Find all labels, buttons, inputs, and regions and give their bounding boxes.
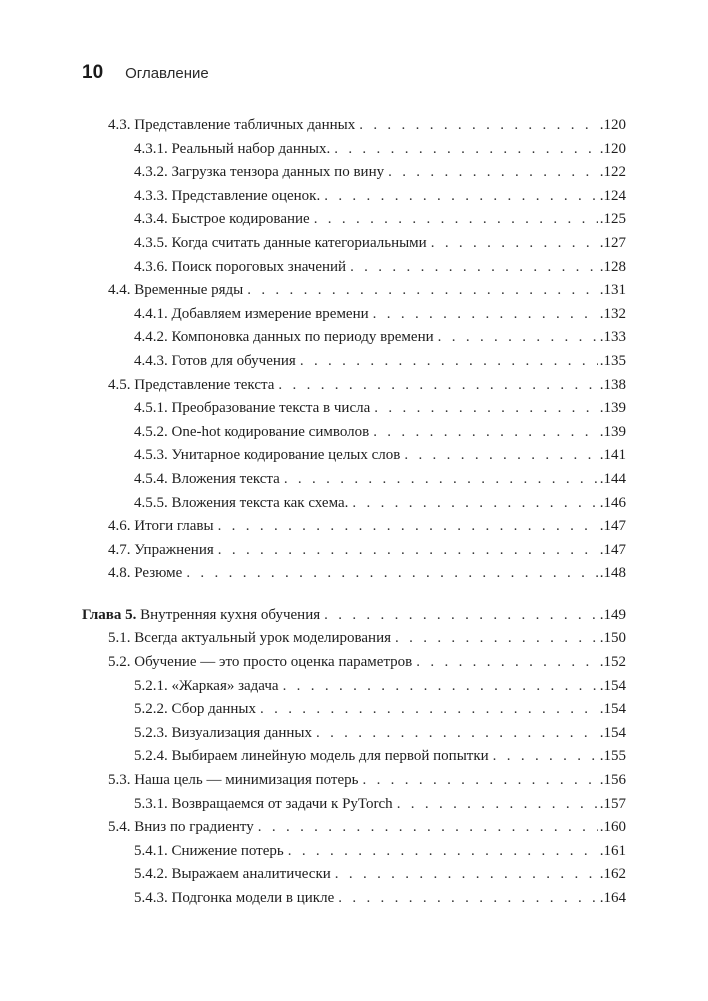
- dot-leader: [260, 698, 598, 722]
- toc-entry[interactable]: [82, 256, 626, 280]
- toc-entry-title: [108, 114, 355, 138]
- chapter-title: Внутренняя кухня обучения: [140, 606, 321, 623]
- toc-page-number: .132: [599, 305, 626, 322]
- toc-entry[interactable]: [82, 793, 626, 817]
- dot-leader: [338, 887, 598, 911]
- toc-entry-label: Унитарное кодирование целых слов: [171, 447, 401, 464]
- toc-entry-number: 5.4.: [108, 819, 131, 836]
- toc-section-chapter-5: [82, 627, 626, 910]
- dot-leader: [374, 397, 597, 421]
- toc-entry-title: [134, 326, 434, 350]
- toc-entry-label: «Жаркая» задача: [171, 677, 279, 694]
- dot-leader: [404, 444, 597, 468]
- toc-page-number: .138: [599, 376, 626, 393]
- toc-entry-label: Быстрое кодирование: [171, 211, 310, 228]
- toc-entry-title: [134, 161, 384, 185]
- toc-entry-number: 5.3.: [108, 772, 131, 789]
- toc-page-number: .148: [599, 565, 626, 582]
- toc-entry-number: 4.5.2.: [134, 423, 168, 440]
- toc-entry[interactable]: [82, 769, 626, 793]
- toc-entry-number: 4.5.: [108, 376, 131, 393]
- toc-entry-label: Поиск пороговых значений: [171, 258, 347, 275]
- toc-page-number: .152: [599, 654, 626, 671]
- toc-page-number: .139: [599, 400, 626, 417]
- toc-entry-number: 5.1.: [108, 630, 131, 647]
- dot-leader: [258, 816, 598, 840]
- toc-entry-title: [108, 279, 243, 303]
- toc-entry-label: Обучение — это просто оценка параметров: [134, 654, 413, 671]
- toc-page-number: .150: [599, 630, 626, 647]
- toc-entry-label: Итоги главы: [134, 518, 214, 535]
- toc-entry-title: [108, 816, 254, 840]
- dot-leader: [350, 256, 598, 280]
- toc-entry[interactable]: [82, 722, 626, 746]
- toc-entry-label: Визуализация данных: [171, 724, 312, 741]
- toc-entry-title: [134, 698, 256, 722]
- dot-leader: [362, 769, 597, 793]
- dot-leader: [186, 562, 597, 586]
- toc-entry-number: 4.3.3.: [134, 187, 168, 204]
- toc-entry-title: [108, 539, 214, 563]
- toc-page-number: .155: [599, 748, 626, 765]
- toc-entry[interactable]: [82, 397, 626, 421]
- toc-entry-title: [134, 444, 400, 468]
- toc-entry[interactable]: [82, 887, 626, 911]
- toc-entry-title: [134, 793, 393, 817]
- chapter-label: Глава 5.: [82, 606, 137, 623]
- toc-entry-number: 5.4.2.: [134, 866, 168, 883]
- toc-entry-number: 4.3.: [108, 117, 131, 133]
- toc-entry-number: 4.5.1.: [134, 400, 168, 417]
- toc-entry-number: 4.3.1.: [134, 140, 168, 157]
- toc-page-number: .154: [599, 724, 626, 741]
- toc-entry[interactable]: [82, 138, 626, 162]
- toc-entry-title: [134, 232, 427, 256]
- toc-entry-title: [108, 651, 412, 675]
- toc-entry-title: [134, 840, 284, 864]
- toc-entry[interactable]: [82, 279, 626, 303]
- toc-page-number: .144: [599, 470, 626, 487]
- toc-entry-number: 4.4.3.: [134, 352, 168, 369]
- toc-entry-title: [134, 421, 369, 445]
- dot-leader: [438, 326, 598, 350]
- toc-entry-title: [108, 769, 358, 793]
- toc-entry[interactable]: [82, 350, 626, 374]
- toc-entry[interactable]: [82, 114, 626, 138]
- toc-entry-label: Преобразование текста в числа: [171, 400, 371, 417]
- toc-entry-title: [134, 745, 489, 769]
- section-gap: [82, 586, 626, 604]
- toc-page-number: .141: [599, 447, 626, 464]
- dot-leader: [218, 539, 598, 563]
- toc-entry-title: [134, 208, 310, 232]
- toc-page-number: .149: [599, 606, 626, 623]
- toc-entry[interactable]: [82, 421, 626, 445]
- toc-entry-title: [108, 627, 391, 651]
- toc-entry-number: 4.4.: [108, 282, 131, 299]
- toc-page-number: .135: [599, 352, 626, 369]
- toc-entry-number: 4.3.6.: [134, 258, 168, 275]
- toc-entry-number: 5.2.3.: [134, 724, 168, 741]
- toc-entry-label: Возвращаемся от задачи к PyTorch: [171, 795, 393, 812]
- toc-page-number: .147: [599, 541, 626, 558]
- toc-entry-number: 5.2.1.: [134, 677, 168, 694]
- toc-entry-title: [134, 350, 296, 374]
- toc-entry-label: Представление текста: [134, 376, 275, 393]
- toc-entry-title: [134, 722, 312, 746]
- toc-entry-number: 4.4.1.: [134, 305, 168, 322]
- dot-leader: [288, 840, 598, 864]
- toc-entry[interactable]: [82, 675, 626, 699]
- toc-entry-label: Снижение потерь: [171, 842, 284, 859]
- toc-entry-label: Выражаем аналитически: [171, 866, 331, 883]
- toc-entry-label: Представление табличных данных: [134, 117, 356, 133]
- toc-entry-number: 5.2.4.: [134, 748, 168, 765]
- toc-entry-label: One-hot кодирование символов: [171, 423, 370, 440]
- toc-entry-number: 4.3.5.: [134, 234, 168, 251]
- toc-entry-label: Вниз по градиенту: [134, 819, 254, 836]
- dot-leader: [300, 350, 598, 374]
- toc-entry[interactable]: [82, 374, 626, 398]
- toc-page-number: .124: [599, 187, 626, 204]
- dot-leader: [431, 232, 598, 256]
- toc-entry[interactable]: [82, 303, 626, 327]
- dot-leader: [352, 492, 597, 516]
- page-number: 10: [82, 62, 104, 83]
- toc-page-number: .157: [599, 795, 626, 812]
- toc-entry-number: 4.4.2.: [134, 329, 168, 346]
- toc-entry-label: Упражнения: [134, 541, 214, 558]
- toc-page-number: .156: [599, 772, 626, 789]
- toc-entry-title: [134, 397, 370, 421]
- toc-entry[interactable]: [82, 208, 626, 232]
- toc-entry-title: [82, 604, 320, 628]
- toc-entry-title: [134, 256, 346, 280]
- toc-entry[interactable]: [82, 816, 626, 840]
- dot-leader: [283, 675, 598, 699]
- toc-entry-number: 4.5.5.: [134, 494, 168, 511]
- toc-entry-number: 5.2.2.: [134, 701, 168, 718]
- toc-page-number: .160: [599, 819, 626, 836]
- toc-page-number: .139: [599, 423, 626, 440]
- toc-entry-title: [134, 468, 280, 492]
- toc-entry-label: Резюме: [134, 565, 183, 582]
- page-header: [82, 62, 209, 84]
- toc-page-number: .154: [599, 701, 626, 718]
- toc-entry-number: 4.3.2.: [134, 164, 168, 181]
- toc-entry-label: Сбор данных: [171, 701, 256, 718]
- toc-entry-number: 5.4.1.: [134, 842, 168, 859]
- toc-entry-number: 4.3.4.: [134, 211, 168, 228]
- dot-leader: [395, 627, 598, 651]
- toc-entry[interactable]: [82, 515, 626, 539]
- dot-leader: [278, 374, 597, 398]
- toc-page-number: .147: [599, 518, 626, 535]
- dot-leader: [359, 114, 598, 138]
- toc-entry-label: Временные ряды: [134, 282, 244, 299]
- dot-leader: [335, 863, 598, 887]
- toc-entry-title: [134, 863, 331, 887]
- toc-entry[interactable]: [82, 444, 626, 468]
- toc-page-number: .161: [599, 842, 626, 859]
- dot-leader: [373, 421, 598, 445]
- toc-entry[interactable]: [82, 161, 626, 185]
- toc-entry-title: [108, 562, 182, 586]
- dot-leader: [247, 279, 598, 303]
- toc-entry-label: Выбираем линейную модель для первой попытки: [171, 748, 489, 765]
- toc-page-number: .164: [599, 890, 626, 906]
- toc-entry-label: Добавляем измерение времени: [171, 305, 369, 322]
- toc-entry[interactable]: [82, 627, 626, 651]
- toc-entry-number: 4.7.: [108, 541, 131, 558]
- toc-page-number: .162: [599, 866, 626, 883]
- toc-entry-label: Загрузка тензора данных по вину: [171, 164, 385, 181]
- toc-entry-title: [134, 887, 334, 911]
- toc-page-number: .131: [599, 282, 626, 299]
- dot-leader: [324, 185, 598, 209]
- page-title: Оглавление: [125, 65, 209, 82]
- toc-entry[interactable]: [82, 492, 626, 516]
- toc-entry-number: 4.5.4.: [134, 470, 168, 487]
- toc-entry-title: [134, 492, 348, 516]
- toc-page-number: .154: [599, 677, 626, 694]
- toc-entry-label: Компоновка данных по периоду времени: [171, 329, 434, 346]
- toc-entry-number: 5.2.: [108, 654, 131, 671]
- toc-page-number: .122: [599, 164, 626, 181]
- toc-chapter-5[interactable]: [82, 604, 626, 628]
- toc-entry[interactable]: [82, 185, 626, 209]
- toc-entry-label: Всегда актуальный урок моделирования: [134, 630, 392, 647]
- toc-entry-label: Реальный набор данных.: [171, 140, 331, 157]
- toc-entry-label: Готов для обучения: [171, 352, 296, 369]
- toc-entry-label: Когда считать данные категориальными: [171, 234, 427, 251]
- dot-leader: [284, 468, 598, 492]
- toc-entry[interactable]: [82, 745, 626, 769]
- toc-entry[interactable]: [82, 840, 626, 864]
- dot-leader: [334, 138, 598, 162]
- toc-page-number: .120: [599, 117, 626, 133]
- toc-page-number: .128: [599, 258, 626, 275]
- toc-page-number: .146: [599, 494, 626, 511]
- dot-leader: [373, 303, 598, 327]
- table-of-contents: [82, 114, 626, 911]
- toc-entry[interactable]: [82, 326, 626, 350]
- toc-entry-label: Подгонка модели в цикле: [171, 890, 335, 906]
- dot-leader: [324, 604, 598, 628]
- dot-leader: [388, 161, 598, 185]
- toc-entry[interactable]: [82, 863, 626, 887]
- toc-entry-number: 4.8.: [108, 565, 131, 582]
- toc-entry-number: 5.4.3.: [134, 890, 168, 906]
- dot-leader: [218, 515, 598, 539]
- dot-leader: [314, 208, 598, 232]
- toc-section-chapter-4: [82, 114, 626, 586]
- toc-entry-title: [108, 515, 214, 539]
- toc-entry-title: [134, 185, 320, 209]
- toc-entry-label: Наша цель — минимизация потерь: [134, 772, 359, 789]
- toc-page-number: .127: [599, 234, 626, 251]
- dot-leader: [416, 651, 597, 675]
- toc-entry[interactable]: [82, 698, 626, 722]
- toc-page-number: .120: [599, 140, 626, 157]
- toc-entry-title: [134, 675, 279, 699]
- toc-page-number: .125: [599, 211, 626, 228]
- toc-entry-number: 5.3.1.: [134, 795, 168, 812]
- toc-page-number: .133: [599, 329, 626, 346]
- dot-leader: [397, 793, 598, 817]
- dot-leader: [316, 722, 598, 746]
- toc-entry-title: [134, 303, 369, 327]
- toc-entry[interactable]: [82, 562, 626, 586]
- toc-entry-label: Представление оценок.: [171, 187, 321, 204]
- toc-entry-label: Вложения текста: [171, 470, 280, 487]
- toc-entry-title: [108, 374, 274, 398]
- toc-entry[interactable]: [82, 651, 626, 675]
- toc-entry-number: 4.5.3.: [134, 447, 168, 464]
- toc-entry-title: [134, 138, 330, 162]
- toc-entry[interactable]: [82, 468, 626, 492]
- toc-entry-label: Вложения текста как схема.: [171, 494, 349, 511]
- dot-leader: [493, 745, 598, 769]
- toc-entry[interactable]: [82, 539, 626, 563]
- toc-entry-number: 4.6.: [108, 518, 131, 535]
- toc-entry[interactable]: [82, 232, 626, 256]
